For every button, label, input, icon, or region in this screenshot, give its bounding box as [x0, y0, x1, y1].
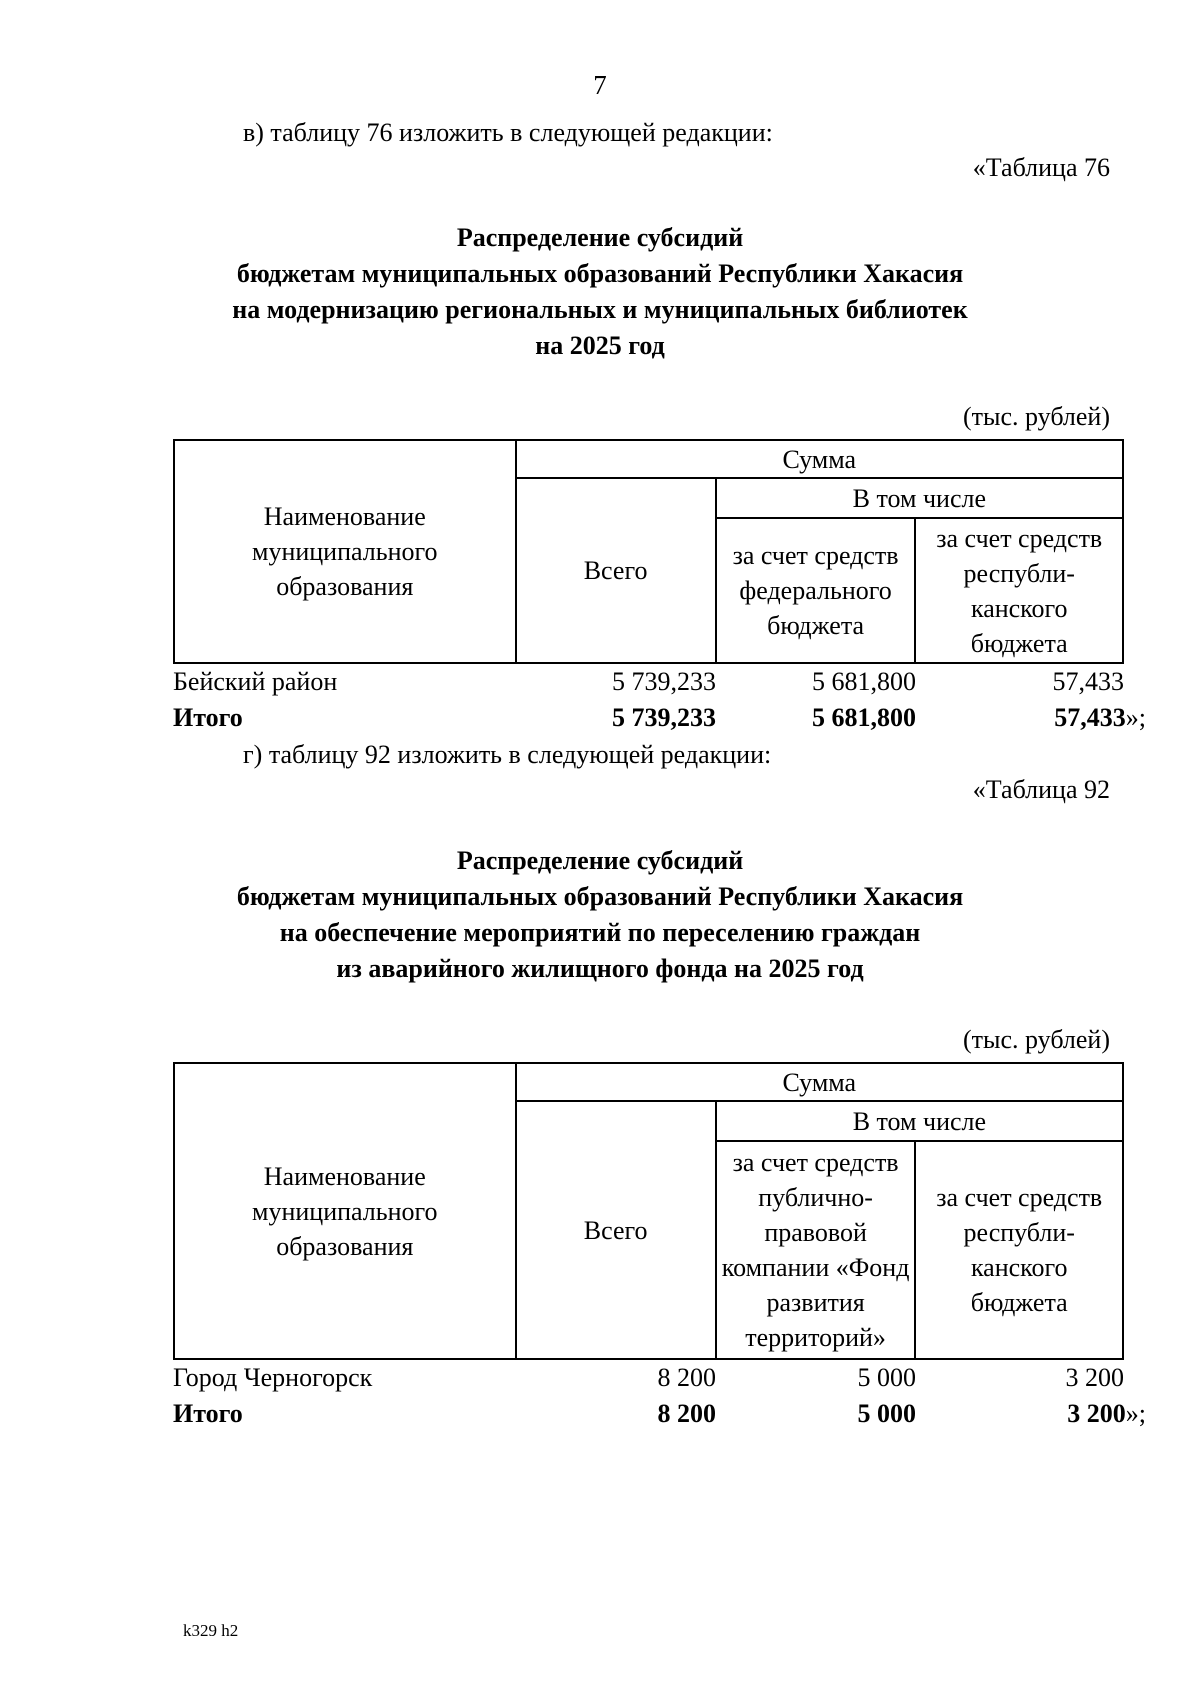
- section-g-title: [0, 843, 1200, 987]
- section-g-intro: г) таблицу 92 изложить в следующей редакции:: [243, 740, 772, 769]
- itogo-col-b-cell: [916, 700, 1146, 736]
- header-sum: Сумма: [516, 1063, 1123, 1101]
- itogo-suffix: »;: [1125, 1399, 1146, 1428]
- header-name: Наименование муниципального образования: [174, 440, 516, 663]
- row-total: 5 739,233: [612, 667, 716, 696]
- section-g-table-label: «Таблица 92: [972, 775, 1110, 804]
- row-col-b: 57,433: [1052, 667, 1124, 696]
- itogo-suffix: »;: [1125, 703, 1146, 732]
- itogo-col-a: 5 000: [857, 1399, 916, 1428]
- row-col-a: 5 000: [857, 1363, 916, 1392]
- row-name: Бейский район: [173, 667, 338, 696]
- header-including: В том числе: [716, 1101, 1123, 1141]
- itogo-total: 5 739,233: [612, 703, 716, 732]
- title-line: Распределение субсидий: [456, 223, 744, 252]
- page-number: 7: [593, 70, 607, 100]
- header-total: Всего: [516, 1101, 716, 1359]
- table-row: [173, 664, 1124, 700]
- itogo-row: [173, 700, 1124, 736]
- row-name: Город Черногорск: [173, 1363, 373, 1392]
- itogo-name: Итого: [173, 1399, 243, 1428]
- section-v-table-body: [173, 664, 1146, 736]
- title-line: Распределение субсидий: [456, 846, 744, 875]
- section-v-intro: в) таблицу 76 изложить в следующей редакции:: [243, 118, 773, 147]
- title-line: бюджетам муниципальных образований Республики Хакасия: [236, 259, 964, 288]
- header-name: Наименование муниципального образования: [174, 1063, 516, 1359]
- title-line: из аварийного жилищного фонда на 2025 год: [336, 954, 864, 983]
- itogo-row: [173, 1396, 1124, 1432]
- section-g-table-header: [173, 1062, 1124, 1360]
- itogo-col-a: 5 681,800: [812, 703, 916, 732]
- itogo-col-b: 3 200: [1067, 1399, 1126, 1428]
- header-including: В том числе: [716, 478, 1123, 518]
- itogo-name: Итого: [173, 703, 243, 732]
- footer-code: k329 h2: [183, 1621, 239, 1640]
- section-v-title: [0, 220, 1200, 364]
- row-col-b: 3 200: [1065, 1363, 1124, 1392]
- row-col-a: 5 681,800: [812, 667, 916, 696]
- itogo-col-b: 57,433: [1054, 703, 1126, 732]
- title-line: на обеспечение мероприятий по переселению граждан: [279, 918, 921, 947]
- title-line: на модернизацию региональных и муниципальных библиотек: [232, 295, 968, 324]
- section-g-table-body: [173, 1360, 1146, 1432]
- row-total: 8 200: [657, 1363, 716, 1392]
- itogo-total: 8 200: [657, 1399, 716, 1428]
- header-col-a: за счет средств федерального бюджета: [716, 518, 916, 663]
- itogo-col-b-cell: [916, 1396, 1146, 1432]
- section-v-table-label: «Таблица 76: [972, 153, 1110, 182]
- header-col-b: за счет средств республи-канского бюджета: [915, 1141, 1123, 1359]
- title-line: на 2025 год: [535, 331, 665, 360]
- header-sum: Сумма: [516, 440, 1123, 478]
- header-col-a: за счет средств публично-правовой компании «Фонд развития территорий»: [716, 1141, 916, 1359]
- title-line: бюджетам муниципальных образований Республики Хакасия: [236, 882, 964, 911]
- header-total: Всего: [516, 478, 716, 663]
- header-col-b: за счет средств республи-канского бюджета: [915, 518, 1123, 663]
- section-g-unit: (тыс. рублей): [962, 1025, 1110, 1054]
- table-row: [173, 1360, 1124, 1396]
- section-v-unit: (тыс. рублей): [962, 402, 1110, 431]
- section-v-table-header: [173, 439, 1124, 664]
